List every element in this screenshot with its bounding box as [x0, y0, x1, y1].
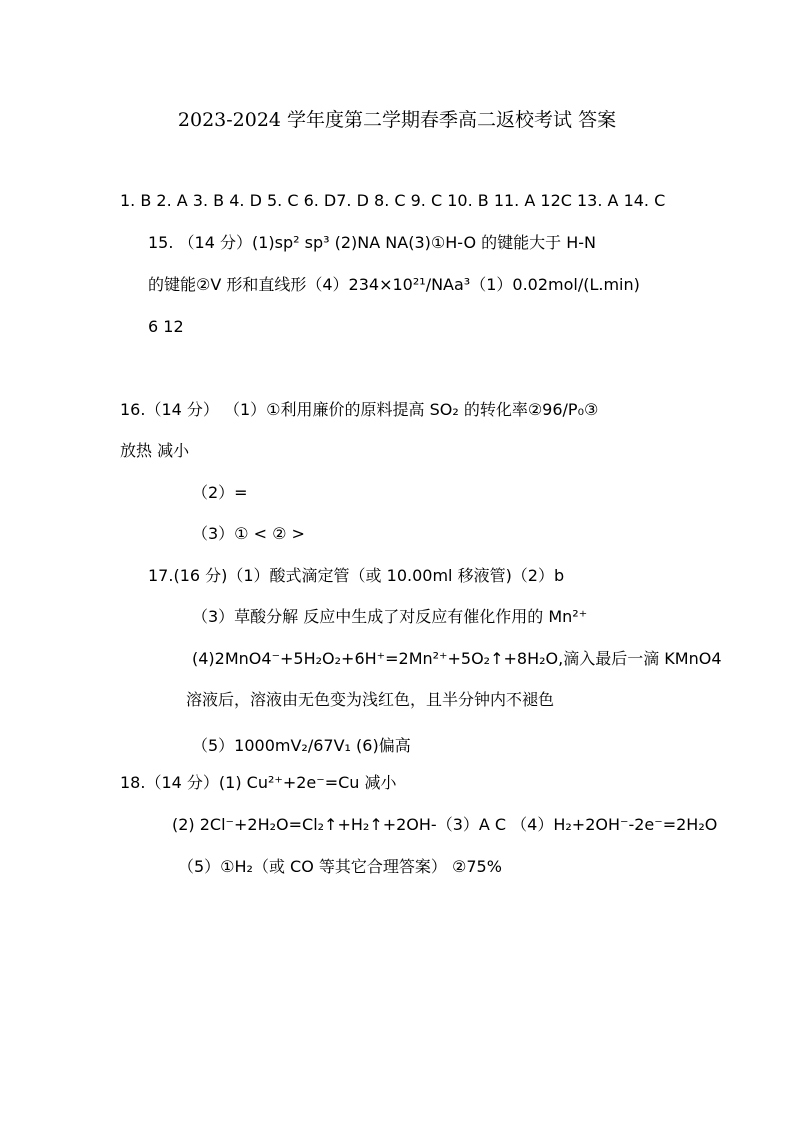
- question-18-line-3: （5）①H₂（或 CO 等其它合理答案） ②75%: [178, 857, 502, 876]
- question-18-line-2: (2) 2Cl⁻+2H₂O=Cl₂↑+H₂↑+2OH-（3）A C （4）H₂+2OH⁻-2e⁻=2H₂O: [172, 815, 718, 834]
- question-15-line-1: 15. （14 分）(1)sp² sp³ (2)NA NA(3)①H-O 的键能大于 H-N: [148, 233, 597, 252]
- question-16-line-4: （3）① < ② >: [192, 524, 305, 543]
- question-15-line-3: 6 12: [148, 317, 184, 336]
- question-15-line-2: 的键能②V 形和直线形（4）234×10²¹/NAa³（1）0.02mol/(L.min): [148, 275, 640, 294]
- question-16-line-2: 放热 减小: [120, 441, 190, 460]
- document-title: 2023-2024 学年度第二学期春季高二返校考试 答案: [177, 109, 617, 131]
- question-18-line-1: 18.（14 分）(1) Cu²⁺+2e⁻=Cu 减小: [120, 773, 397, 792]
- question-17-line-5: （5）1000mV₂/67V₁ (6)偏高: [192, 736, 411, 755]
- question-17-line-4: 溶液后，溶液由无色变为浅红色，且半分钟内不褪色: [186, 690, 555, 709]
- question-17-line-1: 17.(16 分)（1）酸式滴定管（或 10.00ml 移液管)（2）b: [148, 566, 565, 585]
- question-16-line-3: （2）=: [192, 483, 248, 502]
- question-17-line-2: （3）草酸分解 反应中生成了对反应有催化作用的 Mn²⁺: [192, 607, 588, 626]
- question-17-line-3: (4)2MnO4⁻+5H₂O₂+6H⁺=2Mn²⁺+5O₂↑+8H₂O,滴入最后一滴 KMnO4: [192, 649, 722, 668]
- question-16-line-1: 16.（14 分） （1）①利用廉价的原料提高 SO₂ 的转化率②96/P₀③: [120, 400, 599, 419]
- multiple-choice-answers: 1. B 2. A 3. B 4. D 5. C 6. D7. D 8. C 9. C 10. B 11. A 12C 13. A 14. C: [120, 191, 666, 210]
